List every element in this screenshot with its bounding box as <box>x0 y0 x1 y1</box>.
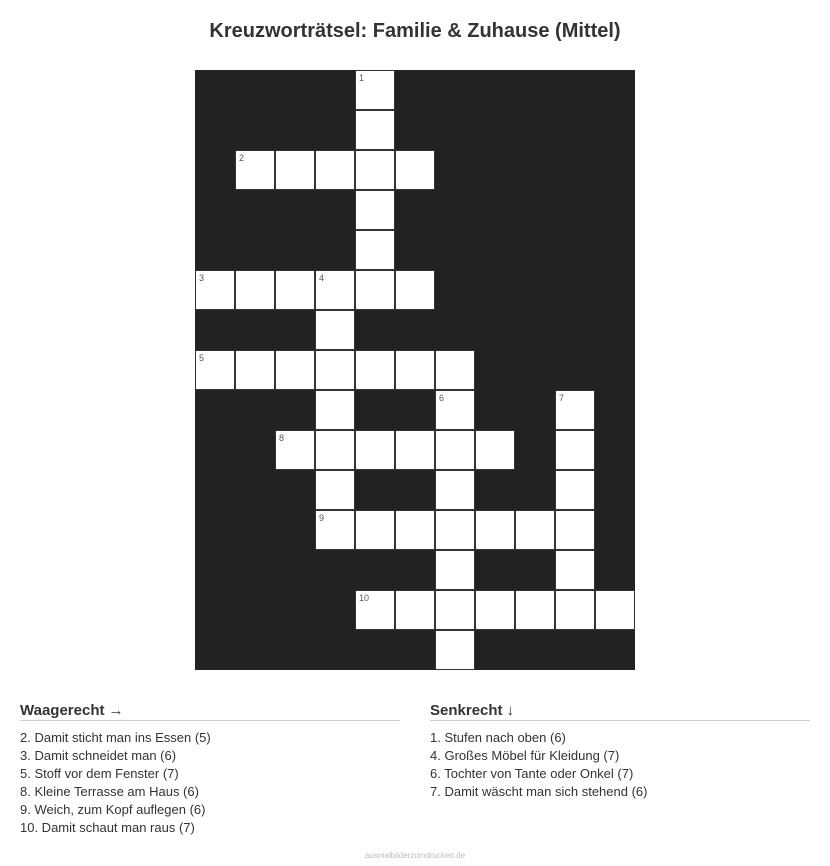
crossword-cell[interactable] <box>315 310 355 350</box>
crossword-cell[interactable] <box>395 350 435 390</box>
footer-watermark: ausmalbilderzumdrucken.de <box>364 851 466 860</box>
clue-number: 8 <box>279 433 285 443</box>
crossword-cell[interactable] <box>435 630 475 670</box>
clue-number: 10 <box>359 593 370 603</box>
crossword-cell[interactable] <box>355 230 395 270</box>
right-arrow-icon: → <box>108 702 124 719</box>
crossword-cell[interactable] <box>355 350 395 390</box>
across-heading-label: Waagerecht <box>20 702 105 719</box>
crossword-cell[interactable] <box>275 430 315 470</box>
clue-item: 7. Damit wäscht man sich stehend (6) <box>430 784 648 799</box>
clue-item: 8. Kleine Terrasse am Haus (6) <box>20 784 199 799</box>
crossword-cell[interactable] <box>315 430 355 470</box>
crossword-cell[interactable] <box>355 70 395 110</box>
clue-item: 6. Tochter von Tante oder Onkel (7) <box>430 766 634 781</box>
crossword-cell[interactable] <box>515 510 555 550</box>
crossword-cell[interactable] <box>315 510 355 550</box>
crossword-cell[interactable] <box>435 470 475 510</box>
down-clue-list <box>430 729 810 801</box>
crossword-cell[interactable] <box>475 590 515 630</box>
clue-item: 4. Großes Möbel für Kleidung (7) <box>430 748 620 763</box>
crossword-cell[interactable] <box>555 390 595 430</box>
clue-number: 9 <box>319 513 325 523</box>
crossword-cell[interactable] <box>395 590 435 630</box>
crossword-cell[interactable] <box>195 270 235 310</box>
crossword-cell[interactable] <box>395 270 435 310</box>
across-clues-section <box>20 702 400 837</box>
clue-number: 5 <box>199 353 205 363</box>
crossword-cell[interactable] <box>515 590 555 630</box>
crossword-cell[interactable] <box>475 430 515 470</box>
clue-item: 5. Stoff vor dem Fenster (7) <box>20 766 179 781</box>
clue-item: 2. Damit sticht man ins Essen (5) <box>20 730 211 745</box>
clue-item: 10. Damit schaut man raus (7) <box>20 820 195 835</box>
down-heading-label: Senkrecht <box>430 702 503 719</box>
crossword-cell[interactable] <box>315 270 355 310</box>
crossword-cell[interactable] <box>355 270 395 310</box>
crossword-cell[interactable] <box>435 550 475 590</box>
crossword-cell[interactable] <box>195 350 235 390</box>
crossword-cell[interactable] <box>595 590 635 630</box>
crossword-cell[interactable] <box>555 590 595 630</box>
clue-number: 1 <box>359 73 365 83</box>
crossword-cell[interactable] <box>435 510 475 550</box>
crossword-grid <box>195 70 635 670</box>
across-clue-list <box>20 729 400 837</box>
clue-item: 9. Weich, zum Kopf auflegen (6) <box>20 802 206 817</box>
crossword-cell[interactable] <box>435 390 475 430</box>
down-heading <box>430 702 810 721</box>
crossword-cell[interactable] <box>555 550 595 590</box>
crossword-cell[interactable] <box>355 110 395 150</box>
crossword-cell[interactable] <box>275 270 315 310</box>
crossword-cell[interactable] <box>395 510 435 550</box>
crossword-cell[interactable] <box>475 510 515 550</box>
crossword-cell[interactable] <box>555 430 595 470</box>
crossword-cell[interactable] <box>355 190 395 230</box>
crossword-cell[interactable] <box>275 350 315 390</box>
clue-number: 3 <box>199 273 205 283</box>
down-arrow-icon: ↓ <box>506 702 515 719</box>
crossword-cell[interactable] <box>555 510 595 550</box>
clue-item: 3. Damit schneidet man (6) <box>20 748 177 763</box>
crossword-cell[interactable] <box>315 470 355 510</box>
clue-number: 6 <box>439 393 445 403</box>
crossword-cell[interactable] <box>315 390 355 430</box>
crossword-cell[interactable] <box>435 430 475 470</box>
crossword-cell[interactable] <box>355 430 395 470</box>
crossword-cell[interactable] <box>555 470 595 510</box>
crossword-cell[interactable] <box>355 590 395 630</box>
crossword-cell[interactable] <box>315 150 355 190</box>
clue-number: 7 <box>559 393 565 403</box>
down-clues-section <box>430 702 810 801</box>
crossword-cell[interactable] <box>355 150 395 190</box>
crossword-cell[interactable] <box>395 430 435 470</box>
across-heading <box>20 702 400 721</box>
crossword-cell[interactable] <box>435 590 475 630</box>
crossword-cell[interactable] <box>275 150 315 190</box>
crossword-cell[interactable] <box>235 350 275 390</box>
crossword-cell[interactable] <box>235 150 275 190</box>
clue-number: 4 <box>319 273 325 283</box>
clue-number: 2 <box>239 153 245 163</box>
crossword-cell[interactable] <box>235 270 275 310</box>
crossword-cell[interactable] <box>355 510 395 550</box>
crossword-cell[interactable] <box>315 350 355 390</box>
clue-item: 1. Stufen nach oben (6) <box>430 730 566 745</box>
page-title: Kreuzworträtsel: Familie & Zuhause (Mittel) <box>209 20 621 42</box>
crossword-cell[interactable] <box>435 350 475 390</box>
crossword-cell[interactable] <box>395 150 435 190</box>
